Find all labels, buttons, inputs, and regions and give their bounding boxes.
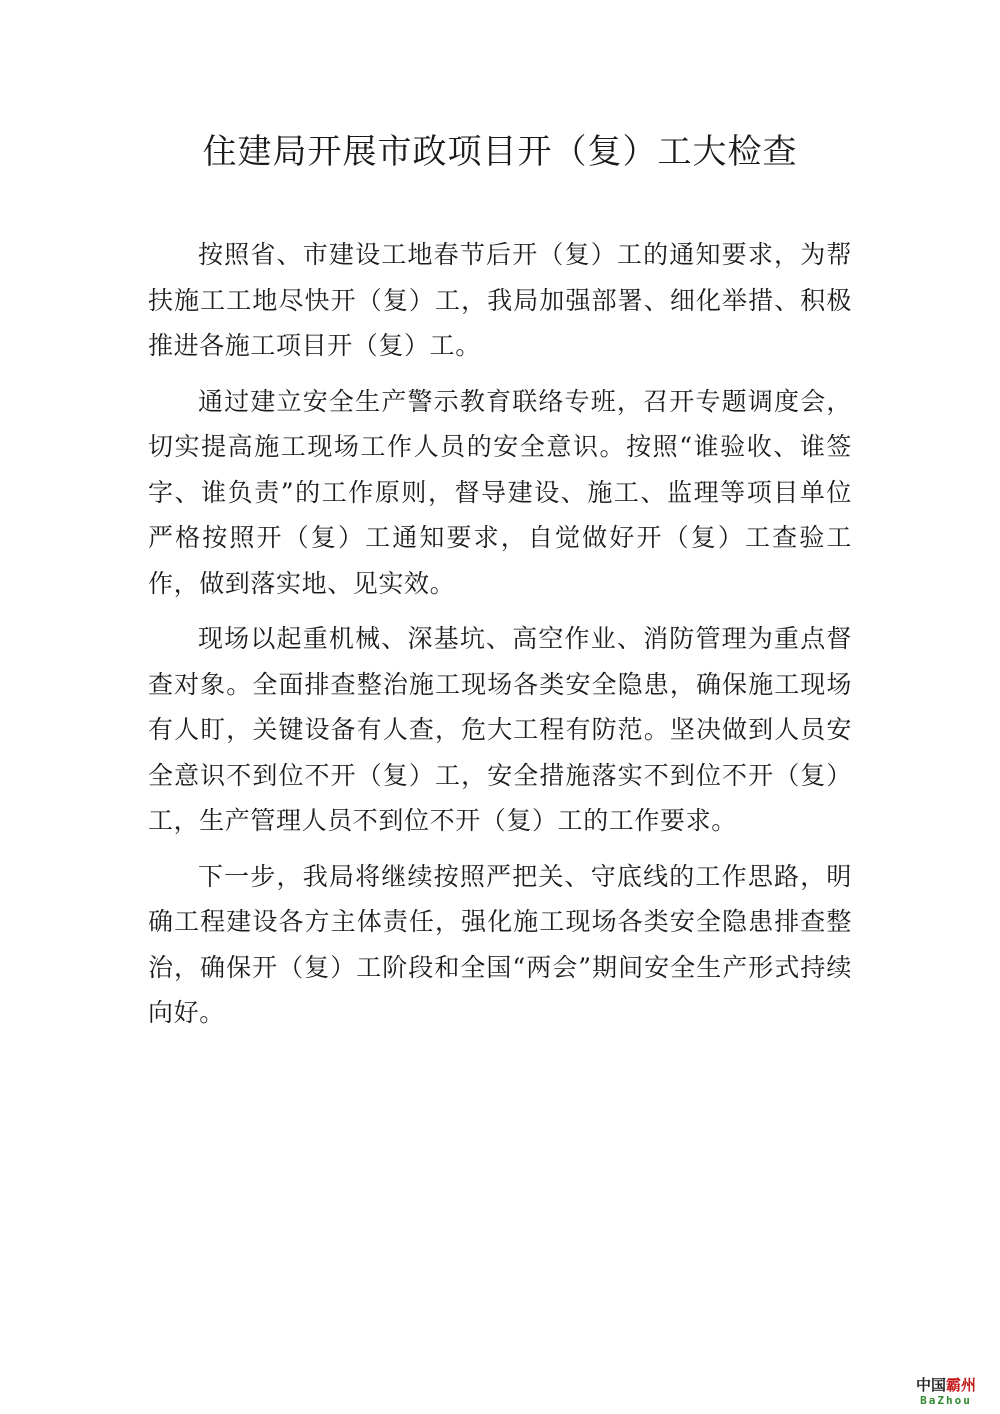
paragraph-3: 现场以起重机械、深基坑、高空作业、消防管理为重点督查对象。全面排查整治施工现场各类安全隐患，确保施工现场有人盯，关键设备有人查，危大工程有防范。坚决做到人员安全意识不到位不开（复）工，安全措施落实不到位不开（复）工，生产管理人员不到位不开（复）工的工作要求。 [148, 624, 852, 835]
document-body [148, 232, 852, 1046]
document-title: 住建局开展市政项目开（复）工大检查 [202, 132, 798, 172]
paragraph-1: 按照省、市建设工地春节后开（复）工的通知要求，为帮扶施工工地尽快开（复）工，我局加强部署、细化举措、积极推进各施工项目开（复）工。 [148, 240, 852, 360]
paragraph-2: 通过建立安全生产警示教育联络专班，召开专题调度会，切实提高施工现场工作人员的安全意识。按照“谁验收、谁签字、谁负责”的工作原则，督导建设、施工、监理等项目单位严格按照开（复）工通知要求，自觉做好开（复）工查验工作，做到落实地、见实效。 [148, 386, 852, 598]
watermark-cn-red: 霸州 [946, 1376, 977, 1394]
watermark-chinese-text [906, 1378, 986, 1393]
site-watermark-logo [906, 1378, 986, 1406]
paragraph-4: 下一步，我局将继续按照严把关、守底线的工作思路，明确工程建设各方主体责任，强化施工现场各类安全隐患排查整治，确保开（复）工阶段和全国“两会”期间安全生产形式持续向好。 [148, 861, 852, 1027]
watermark-cn-black: 中国 [915, 1376, 946, 1394]
watermark-english-text: BaZhou [920, 1394, 972, 1407]
